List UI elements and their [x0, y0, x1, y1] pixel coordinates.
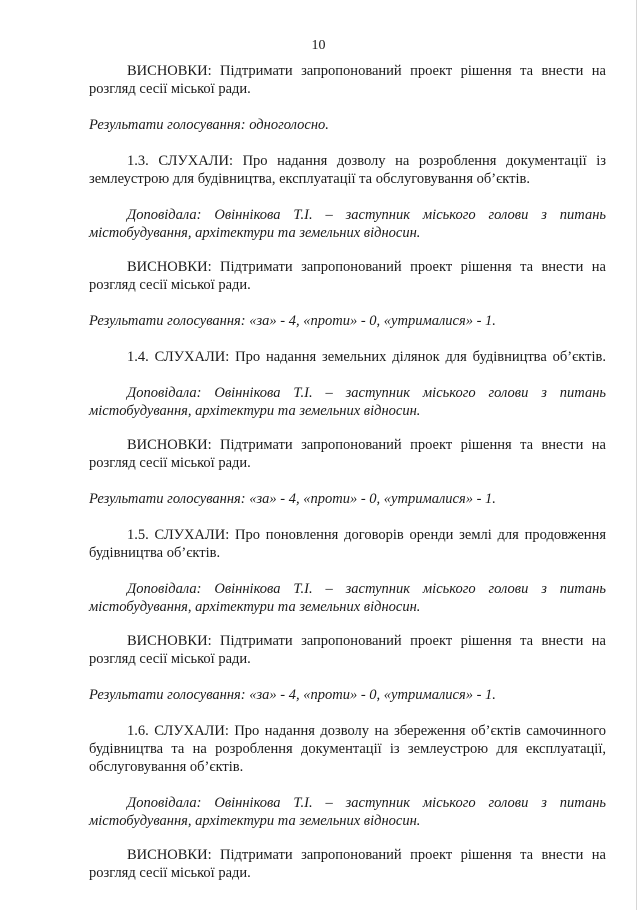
conclusion-paragraph: ВИСНОВКИ: Підтримати запропонований проект рішення та внести на розгляд сесії міської ради. [89, 437, 606, 471]
document-body [89, 62, 606, 882]
speaker-paragraph: Доповідала: Овіннікова Т.І. – заступник міського голови з питань містобудування, архітектури та земельних відносин. [89, 581, 606, 615]
voting-result: Результати голосування: «за» - 4, «проти» - 0, «утрималися» - 1. [89, 313, 496, 329]
page-number: 10 [311, 38, 326, 53]
conclusion-paragraph: ВИСНОВКИ: Підтримати запропонований проект рішення та внести на розгляд сесії міської ради. [89, 847, 606, 881]
agenda-item-1-3: 1.3. СЛУХАЛИ: Про надання дозволу на розроблення документації із землеустрою для будівництва, експлуатації та обслуговування об’єктів. [89, 153, 606, 187]
conclusion-paragraph: ВИСНОВКИ: Підтримати запропонований проект рішення та внести на розгляд сесії міської ради. [89, 63, 606, 97]
agenda-item-1-6: 1.6. СЛУХАЛИ: Про надання дозволу на збереження об’єктів самочинного будівництва та на розроблення документації із землеустрою для експлуатації, обслуговування об’єктів. [89, 723, 606, 775]
voting-result: Результати голосування: одноголосно. [89, 117, 329, 133]
conclusion-paragraph: ВИСНОВКИ: Підтримати запропонований проект рішення та внести на розгляд сесії міської ради. [89, 259, 606, 293]
agenda-item-1-4: 1.4. СЛУХАЛИ: Про надання земельних ділянок для будівництва об’єктів. [127, 349, 606, 365]
speaker-paragraph: Доповідала: Овіннікова Т.І. – заступник міського голови з питань містобудування, архітектури та земельних відносин. [89, 385, 606, 419]
agenda-item-1-5: 1.5. СЛУХАЛИ: Про поновлення договорів оренди землі для продовження будівництва об’єктів. [89, 527, 606, 561]
speaker-paragraph: Доповідала: Овіннікова Т.І. – заступник міського голови з питань містобудування, архітектури та земельних відносин. [89, 795, 606, 829]
conclusion-paragraph: ВИСНОВКИ: Підтримати запропонований проект рішення та внести на розгляд сесії міської ради. [89, 633, 606, 667]
voting-result: Результати голосування: «за» - 4, «проти» - 0, «утрималися» - 1. [89, 687, 496, 703]
voting-result: Результати голосування: «за» - 4, «проти» - 0, «утрималися» - 1. [89, 491, 496, 507]
speaker-paragraph: Доповідала: Овіннікова Т.І. – заступник міського голови з питань містобудування, архітектури та земельних відносин. [89, 207, 606, 241]
